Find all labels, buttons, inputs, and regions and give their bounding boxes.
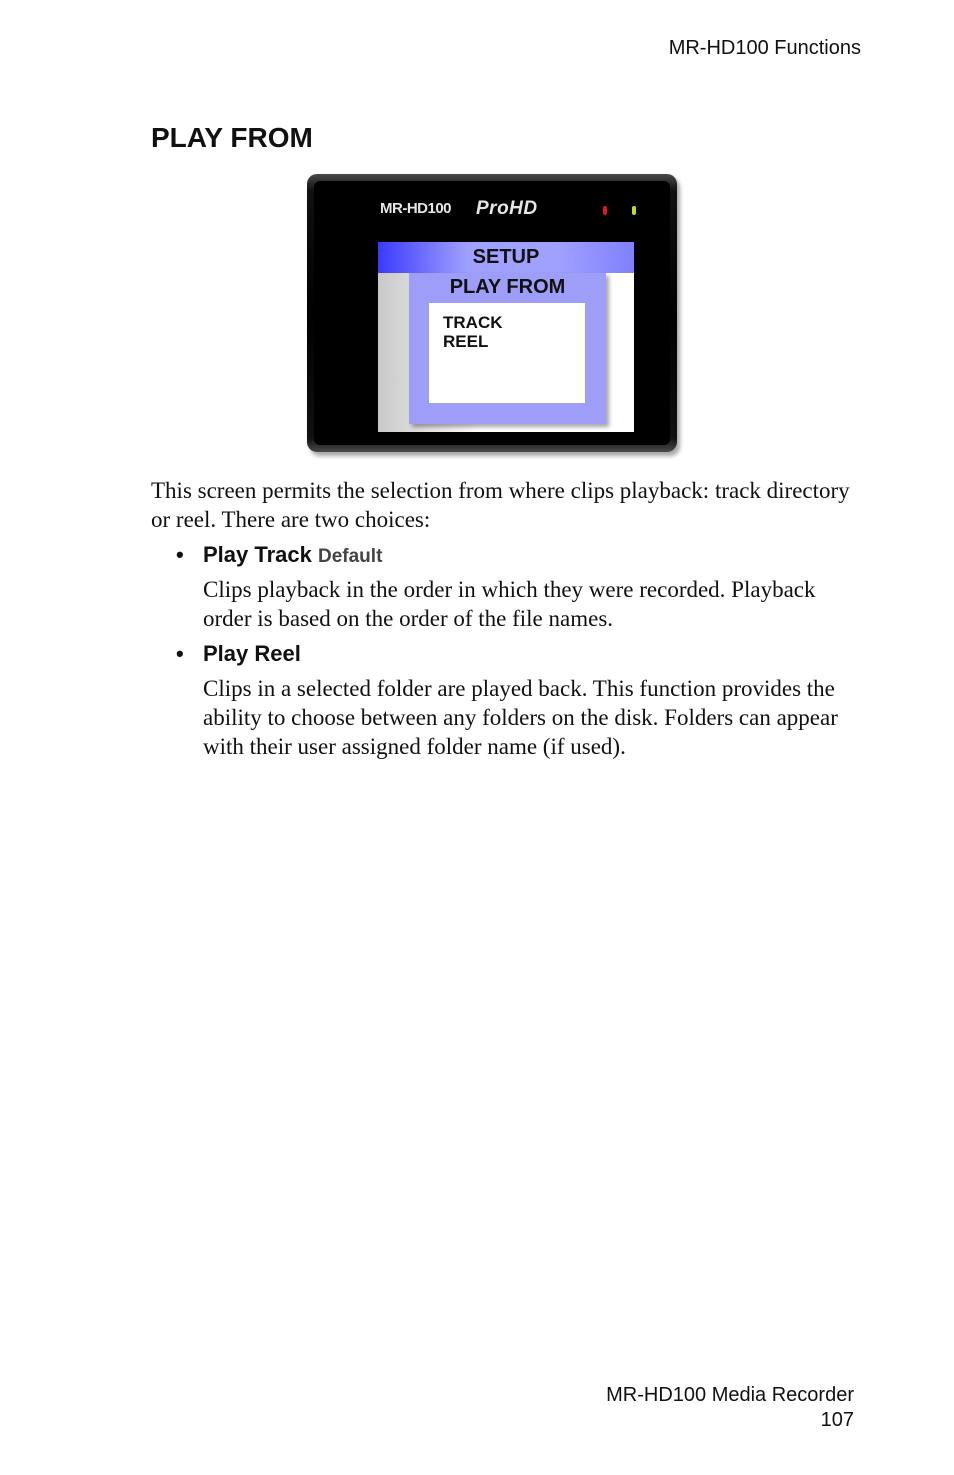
choice-label: Play Reel [203, 641, 301, 666]
page-number: 107 [820, 1409, 854, 1431]
lcd-screen [378, 242, 634, 432]
choice-play-track [176, 542, 382, 568]
choice-description: Clips in a selected folder are played back. This function provides the ability to choose between any folders on the disk. Folders can appear with their user assigned folder name (if used). [203, 676, 838, 759]
default-tag: Default [318, 546, 383, 567]
play-from-dialog [409, 273, 606, 424]
intro-paragraph: This screen permits the selection from where clips playback: track directory or reel. There are two choices: [151, 478, 850, 532]
running-head: MR-HD100 Functions [668, 37, 861, 59]
dialog-option-list [429, 303, 585, 403]
lcd-header-bar [378, 242, 634, 273]
device-brand-logo: ProHD [476, 198, 538, 219]
section-title: PLAY FROM [151, 122, 313, 153]
choice-play-reel [176, 641, 301, 667]
footer-title: MR-HD100 Media Recorder [606, 1384, 854, 1406]
option-track: TRACK [443, 313, 503, 332]
green-led-icon [632, 206, 636, 215]
bullet-icon: • [176, 641, 184, 666]
red-led-icon [603, 206, 607, 215]
choice-label: Play Track [203, 542, 312, 567]
device-model-label: MR-HD100 [380, 200, 452, 217]
page-footer [606, 1383, 854, 1433]
device-screen-figure [307, 174, 677, 452]
choice-description: Clips playback in the order in which they were recorded. Playback order is based on the order of the file names. [203, 577, 816, 631]
bullet-icon: • [176, 542, 184, 567]
option-reel: REEL [443, 332, 489, 351]
dialog-title: PLAY FROM [449, 276, 566, 298]
device-bezel [314, 181, 670, 445]
setup-header-label: SETUP [472, 246, 540, 268]
